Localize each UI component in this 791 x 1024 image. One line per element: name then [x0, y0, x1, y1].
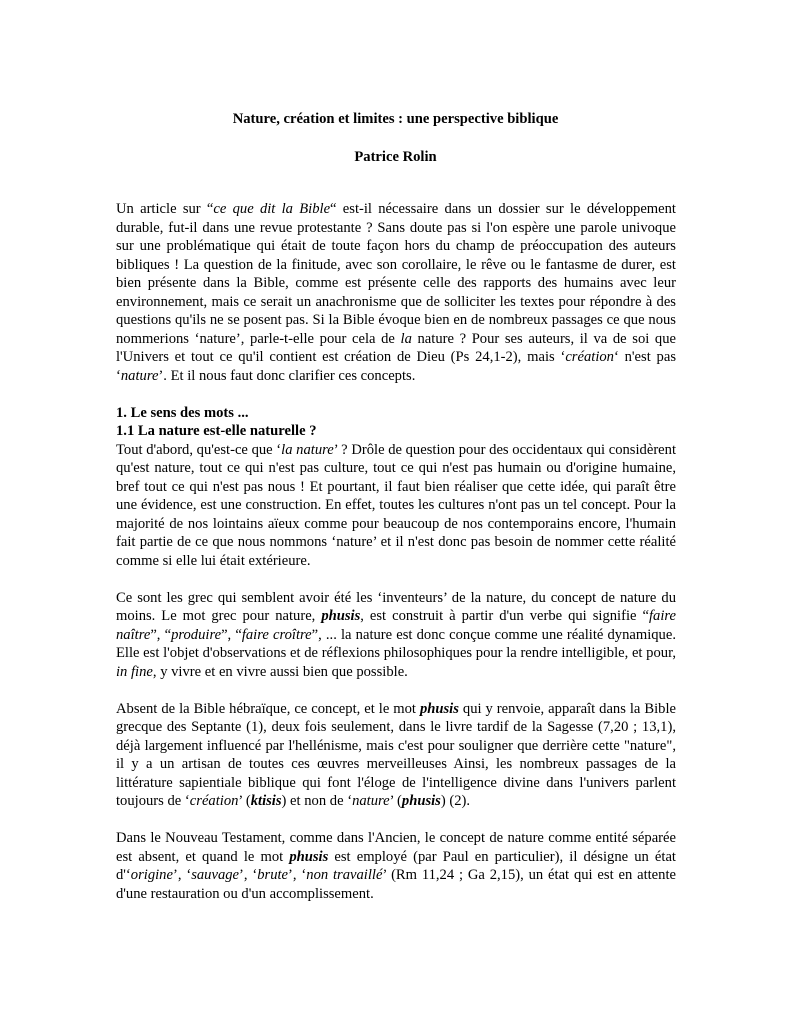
subsection-heading: 1.1 La nature est-elle naturelle ? — [116, 423, 317, 439]
paragraph-new-testament: Dans le Nouveau Testament, comme dans l'Ancien, le concept de nature comme entité séparée est absent, et quand le mot phusis est employé (par Paul en particulier), il désigne un état d'‘origine’, ‘sauvage’, ‘brute’, ‘non travaillé’ (Rm 11,24 ; Ga 2,15), un état qui est en attente d'une restauration ou d'un accomplissement. — [116, 830, 676, 902]
document-title: Nature, création et limites : une perspective biblique — [232, 111, 559, 127]
paragraph-greek-inventors: Ce sont les grec qui semblent avoir été les ‘inventeurs’ de la nature, du concept de nature du moins. Le mot grec pour nature, phusis, est construit à partir d'un verbe qui signifie “faire naître”, “produire”, “faire croître”, ... la nature est donc conçue comme une réalité dynamique. Elle est l'objet d'observations et de réflexions philosophiques pour la rendre intelligible, et pour, in fine, y vivre et en vivre aussi bien que possible. — [116, 589, 676, 680]
document-author: Patrice Rolin — [354, 149, 437, 165]
section-heading: 1. Le sens des mots ... — [116, 404, 249, 421]
document-body — [116, 200, 676, 903]
paragraph-hebrew-bible: Absent de la Bible hébraïque, ce concept, et le mot phusis qui y renvoie, apparaît dans la Bible grecque des Septante (1), deux fois seulement, dans le livre tardif de la Sagesse (7,20 ; 13,1), déjà largement influencé par l'hellénisme, mais c'est pour souligner que derrière cette "nature", il y a un artisan de toutes ces œuvres merveilleuses Ainsi, les nombreux passages de la littérature sapientiale biblique qui font l'éloge de l'intelligence divine dans l'univers parlent toujours de ‘création’ (ktisis) et non de ‘nature’ (phusis) (2). — [116, 700, 676, 809]
paragraph-intro: Un article sur “ce que dit la Bible“ est-il nécessaire dans un dossier sur le développement durable, fut-il dans une revue protestante ? Sans doute pas si l'on espère une parole univoque sur une problématique qui était de toute façon hors du champ de préoccupation des auteurs bibliques ! La question de la finitude, avec son corollaire, le rêve ou le fantasme de durer, est bien présente dans la Bible, comme est présente celle des rapports des humains avec leur environnement, mais ce serait un anachronisme que de solliciter les textes pour répondre à des questions qu'ils ne se posent pas. Si la Bible évoque bien en de nombreux passages ce que nous nommerions ‘nature’, parle-t-elle pour cela de la nature ? Pour ses auteurs, il va de soi que l'Univers et tout ce qu'il contient est création de Dieu (Ps 24,1-2), mais ‘création‘ n'est pas ‘nature’. Et il nous faut donc clarifier ces concepts. — [116, 201, 677, 384]
paragraph-nature-question: Tout d'abord, qu'est-ce que ‘la nature’ ? Drôle de question pour des occidentaux qui considèrent qu'est nature, tout ce qui n'est pas culture, tout ce qui n'est pas humain ou d'origine humaine, bref tout ce qui n'est pas nous ! Et pourtant, il faut bien réaliser que cette idée, qui paraît être une évidence, est une construction. En effet, toutes les cultures n'ont pas un tel concept. Pour la majorité de nos lointains aïeux comme pour beaucoup de nos contemporains encore, l'humain fait partie de ce que nous nommons ‘nature’ et il n'est donc pas besoin de nommer cette réalité comme si elle lui était extérieure. — [116, 441, 677, 569]
